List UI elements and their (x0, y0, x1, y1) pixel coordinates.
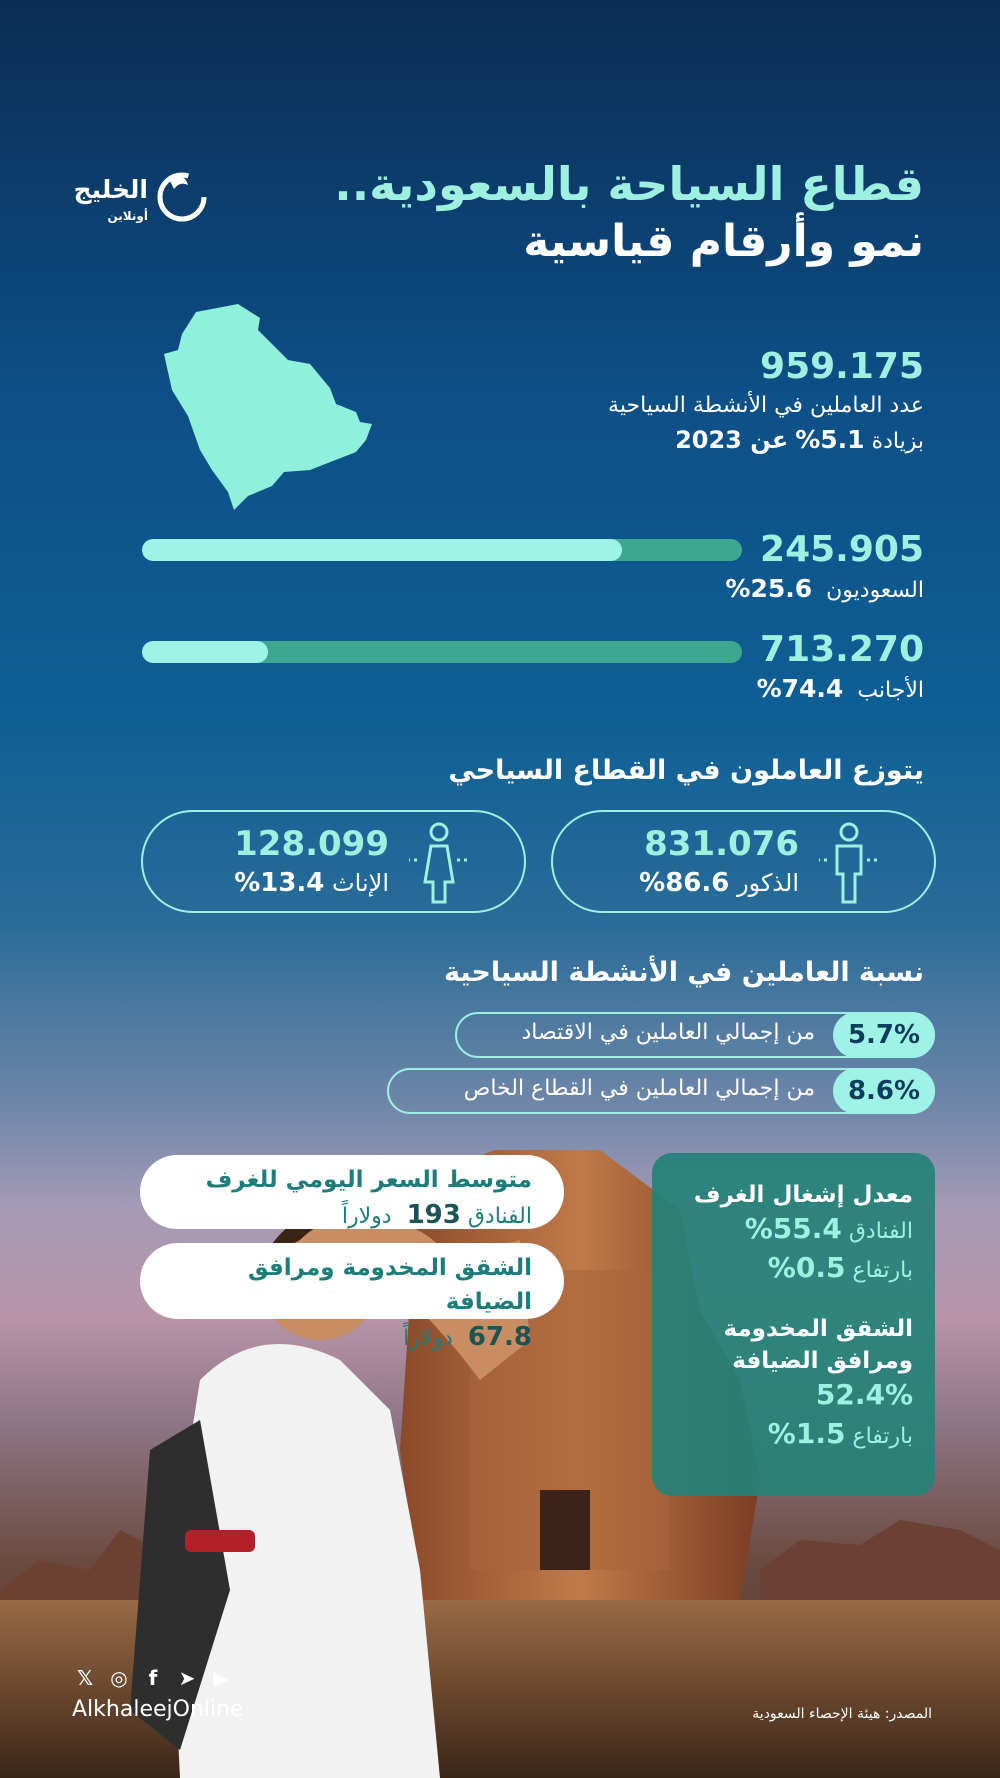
female-label: الإناث (332, 869, 389, 897)
economy-ratio-label: من إجمالي العاملين في الاقتصاد (521, 1020, 815, 1045)
occupancy-apartments-change-label: بارتفاع (852, 1424, 913, 1449)
social-icons (72, 1665, 234, 1691)
telegram-icon[interactable]: ➤ (178, 1666, 196, 1690)
logo-name: الخليج (73, 175, 148, 204)
occupancy-heading: معدل إشغال الغرف (693, 1182, 913, 1208)
female-number: 128.099 (234, 824, 389, 864)
saudis-bar (142, 539, 742, 561)
female-person-icon (409, 822, 469, 906)
apartment-price-card (140, 1243, 564, 1352)
apartment-price-value: 67.8 (467, 1322, 532, 1352)
economy-ratio-pill (455, 1012, 935, 1058)
red-bandana (185, 1530, 255, 1552)
ratios-heading: نسبة العاملين في الأنشطة السياحية (444, 957, 924, 988)
hotel-price-value: 193 (406, 1200, 461, 1230)
total-workers-label: عدد العاملين في الأنشطة السياحية (608, 393, 924, 418)
foreigners-number: 713.270 (760, 629, 924, 670)
occupancy-hotels-value: 55.4% (744, 1212, 842, 1245)
saudis-label: السعوديون (826, 578, 924, 603)
occupancy-apartments-line1: الشقق المخدومة (723, 1316, 913, 1342)
occupancy-hotels-change-label: بارتفاع (852, 1258, 913, 1283)
instagram-icon[interactable]: ◎ (110, 1666, 128, 1690)
male-percent: 86.6% (639, 868, 730, 898)
foreigners-bar (142, 641, 742, 663)
hotel-price-card (140, 1155, 564, 1229)
tomb-door (540, 1490, 590, 1570)
male-label: الذكور (737, 869, 799, 897)
apartment-price-heading: الشقق المخدومة ومرافق الضيافة (247, 1255, 532, 1315)
growth-prefix: بزيادة (871, 429, 924, 454)
occupancy-panel (652, 1153, 935, 1496)
foreigners-percent: 74.4% (756, 674, 844, 703)
total-growth-line (608, 423, 924, 459)
saudi-map-icon (160, 300, 420, 510)
female-percent: 13.4% (234, 868, 325, 898)
occupancy-apartments-line2: ومرافق الضيافة (732, 1348, 913, 1374)
foreigners-block (757, 628, 924, 708)
foreigners-label: الأجانب (857, 678, 924, 703)
private-ratio-label: من إجمالي العاملين في القطاع الخاص (463, 1076, 815, 1101)
saudis-percent: 25.6% (725, 574, 813, 603)
title-line-2: نمو وأرقام قياسية (523, 216, 924, 267)
saudis-block (725, 528, 924, 608)
saudis-number: 245.905 (760, 529, 924, 570)
hotel-price-heading: متوسط السعر اليومي للغرف (205, 1167, 532, 1193)
apartment-price-unit: دولاراً (403, 1326, 453, 1351)
x-icon[interactable]: 𝕏 (76, 1666, 94, 1690)
male-number: 831.076 (644, 824, 799, 864)
male-person-icon (819, 822, 879, 906)
social-handle: AlkhaleejOnline (72, 1697, 244, 1722)
growth-value: 5.1% (795, 425, 865, 454)
total-workers-block (608, 345, 924, 459)
logo-subtitle: أونلاين (107, 209, 148, 223)
male-pill (551, 810, 936, 913)
occupancy-hotels-label: الفنادق (848, 1219, 913, 1244)
foreigners-bar-fill (142, 641, 268, 663)
private-ratio-value: 8.6% (833, 1068, 935, 1114)
facebook-icon[interactable]: f (148, 1666, 158, 1690)
total-workers-number: 959.175 (760, 346, 924, 387)
economy-ratio-value: 5.7% (833, 1012, 935, 1058)
youtube-icon[interactable]: ▶ (213, 1666, 229, 1690)
saudis-bar-fill (142, 539, 622, 561)
private-ratio-pill (387, 1068, 935, 1114)
source-note: المصدر: هيئة الإحصاء السعودية (752, 1706, 932, 1722)
brand-logo (60, 165, 210, 235)
title-line-1: قطاع السياحة بالسعودية.. (334, 157, 924, 211)
hotel-price-label: الفنادق (467, 1204, 532, 1229)
gender-heading: يتوزع العاملون في القطاع السياحي (448, 755, 924, 786)
hotel-price-unit: دولاراً (341, 1204, 392, 1229)
occupancy-apartments-change: 1.5% (767, 1417, 846, 1450)
growth-suffix: عن 2023 (675, 426, 789, 454)
occupancy-apartments-value: 52.4% (815, 1378, 913, 1411)
female-pill (141, 810, 526, 913)
occupancy-hotels-change: 0.5% (767, 1251, 846, 1284)
logo-bird-icon (154, 167, 210, 223)
page-title (334, 155, 924, 271)
